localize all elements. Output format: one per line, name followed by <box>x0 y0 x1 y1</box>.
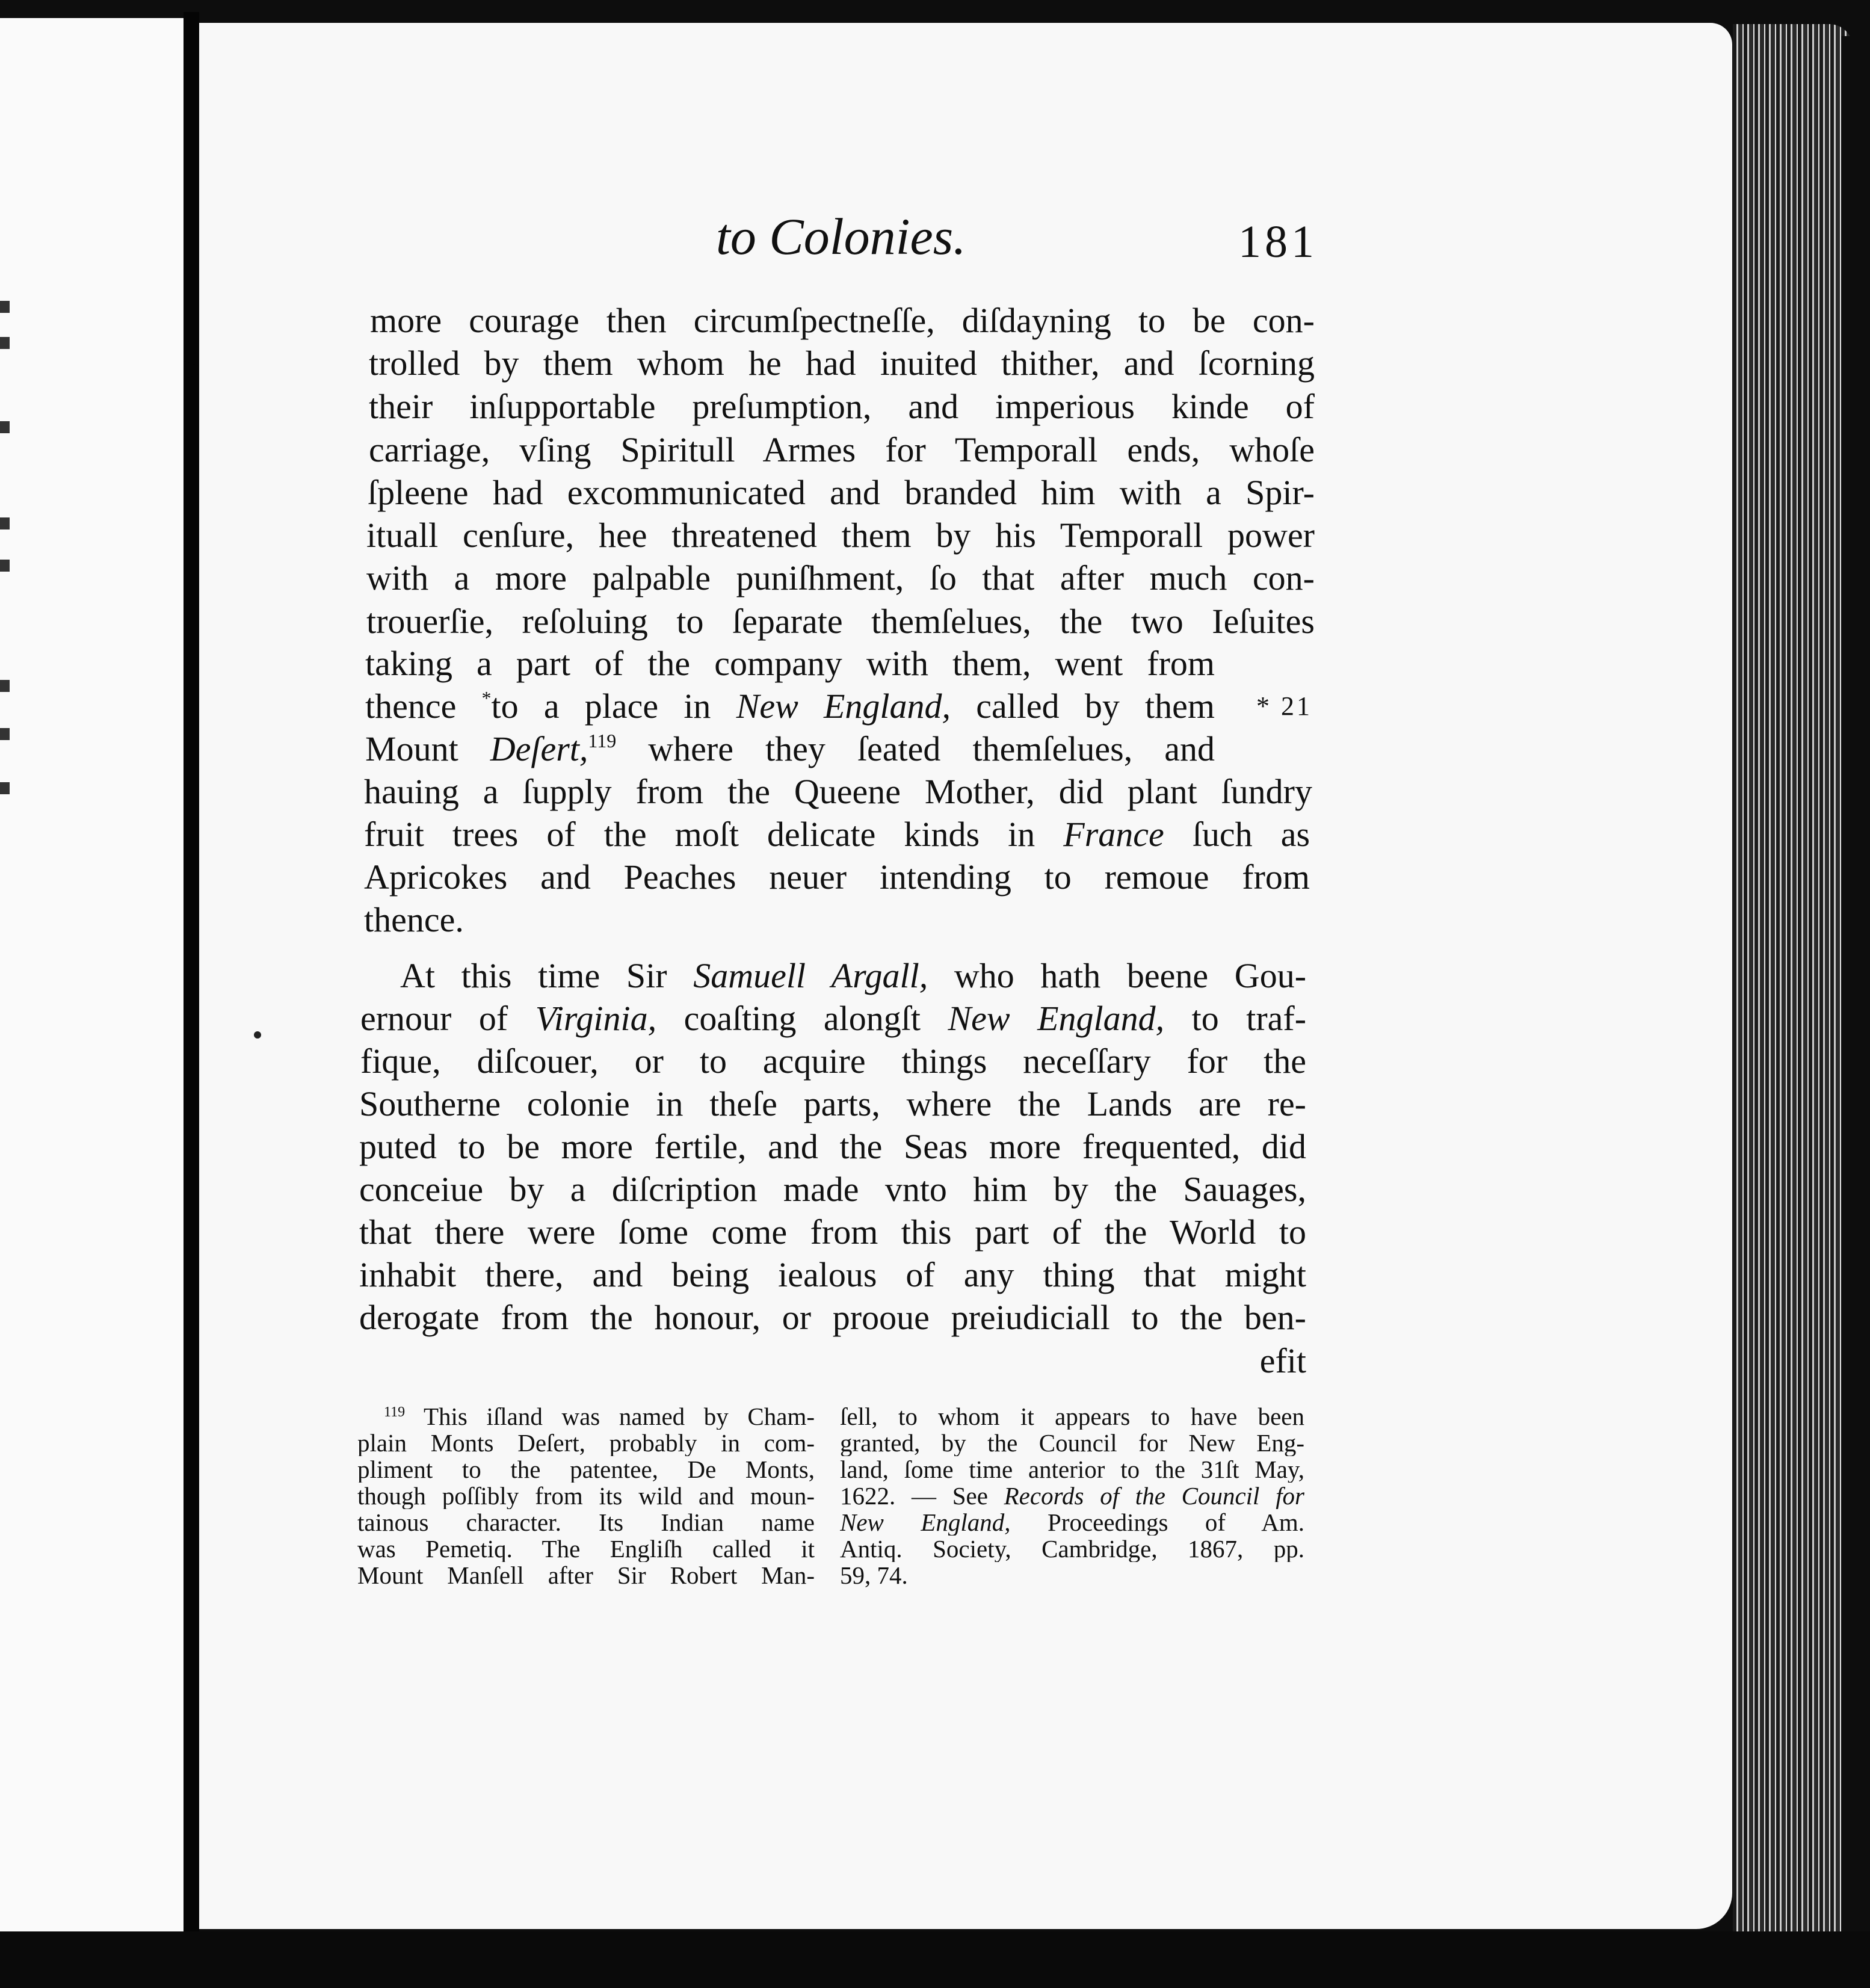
text-line: inhabit there, and being iealous of any thing that might <box>359 1255 1306 1294</box>
text-line: carriage, vſing Spiritull Armes for Temporall ends, whoſe <box>369 430 1315 469</box>
text-line: with a more palpable puniſhment, ſo that after much con- <box>366 558 1315 597</box>
book-edge-shadow <box>1841 36 1870 1931</box>
ink-speck <box>254 1031 261 1039</box>
footnote-line: New England, Proceedings of Am. <box>840 1509 1304 1536</box>
text-line: ituall cenſure, hee threatened them by his Temporall power <box>366 516 1315 555</box>
footnote-line: granted, by the Council for New Eng- <box>840 1430 1304 1456</box>
facing-page-char <box>0 782 10 794</box>
footnote-column-2 <box>840 1403 1304 1588</box>
text-line: more courage then circumſpectneſſe, diſdayning to be con- <box>370 301 1315 340</box>
footnote-line: plain Monts Deſert, probably in com- <box>357 1430 815 1456</box>
facing-page-char <box>0 421 10 433</box>
text-line: trolled by them whom he had inuited thither, and ſcorning <box>369 344 1315 383</box>
footnote-line: 59, 74. <box>840 1562 908 1588</box>
text-line: hauing a ſupply from the Queene Mother, did plant ſundry <box>364 772 1312 811</box>
scan-bottom-border <box>0 1931 1870 1988</box>
text-line: their inſupportable preſumption, and imperious kinde of <box>369 387 1315 426</box>
footnote-column-1 <box>357 1403 815 1588</box>
facing-page-char <box>0 517 10 529</box>
footnote-line: though poſſibly from its wild and moun- <box>357 1483 815 1509</box>
text-line: that there were ſome come from this part of the World to <box>359 1212 1306 1252</box>
text-line: At this time Sir Samuell Argall, who hath beene Gou- <box>400 956 1306 995</box>
catchword: efit <box>1259 1341 1306 1380</box>
footnote-line: land, ſome time anterior to the 31ſt May, <box>840 1456 1304 1483</box>
footnote-line: 1622. — See Records of the Council for <box>840 1483 1304 1509</box>
facing-page-char <box>0 301 10 313</box>
text-line: thence. <box>364 900 464 939</box>
footnote-line: $^{119}$ This iſland was named by Cham- <box>384 1403 815 1430</box>
text-line: fique, diſcouer, or to acquire things neceſſary for the <box>360 1042 1306 1081</box>
text-line: conceiue by a diſcription made vnto him by the Sauages, <box>359 1170 1306 1209</box>
page-number: 181 <box>1238 217 1318 267</box>
text-line: ernour of Virginia, coaſting alongſt New England, to traf- <box>360 999 1306 1038</box>
running-head: to Colonies. <box>716 208 966 265</box>
text-line: ſpleene had excommunicated and branded him with a Spir- <box>368 473 1315 512</box>
footnote-reference: 119 <box>588 730 617 752</box>
text-line: Apricokes and Peaches neuer intending to remoue from <box>364 857 1310 897</box>
facing-page-char <box>0 728 10 740</box>
facing-page-char <box>0 337 10 349</box>
page-edges <box>1733 24 1853 1943</box>
footnote-line: pliment to the patentee, De Monts, <box>357 1456 815 1483</box>
text-line: trouerſie, reſoluing to ſeparate themſelues, the two Ieſuites <box>366 602 1315 641</box>
footnote-line: ſell, to whom it appears to have been <box>840 1403 1304 1430</box>
footnote-number: 119 <box>384 1404 406 1420</box>
text-line: taking a part of the company with them, went from <box>365 644 1215 683</box>
text-line: fruit trees of the moſt delicate kinds in France ſuch as <box>364 815 1310 854</box>
text-line: Southerne colonie in theſe parts, where the Lands are re- <box>359 1084 1306 1123</box>
book-gutter <box>184 12 199 1956</box>
facing-page-char <box>0 680 10 692</box>
facing-page-edge <box>0 18 184 1931</box>
footnote-line: tainous character. Its Indian name <box>357 1509 815 1536</box>
footnote-line: Antiq. Society, Cambridge, 1867, pp. <box>840 1536 1304 1562</box>
text-line: puted to be more fertile, and the Seas more frequented, did <box>359 1127 1306 1166</box>
text-line: derogate from the honour, or prooue preiudiciall to the ben- <box>359 1298 1306 1337</box>
margin-reference: * 21 <box>1256 691 1312 721</box>
facing-page-char <box>0 560 10 572</box>
footnote-line: Mount Manſell after Sir Robert Man- <box>357 1562 815 1588</box>
text-line: thence *to a place in New England, called by them <box>365 687 1215 726</box>
footnote-line: was Pemetiq. The Engliſh called it <box>357 1536 815 1562</box>
text-line: Mount Deſert,$^{119}$ where they ſeated themſelues, and <box>365 729 1215 768</box>
